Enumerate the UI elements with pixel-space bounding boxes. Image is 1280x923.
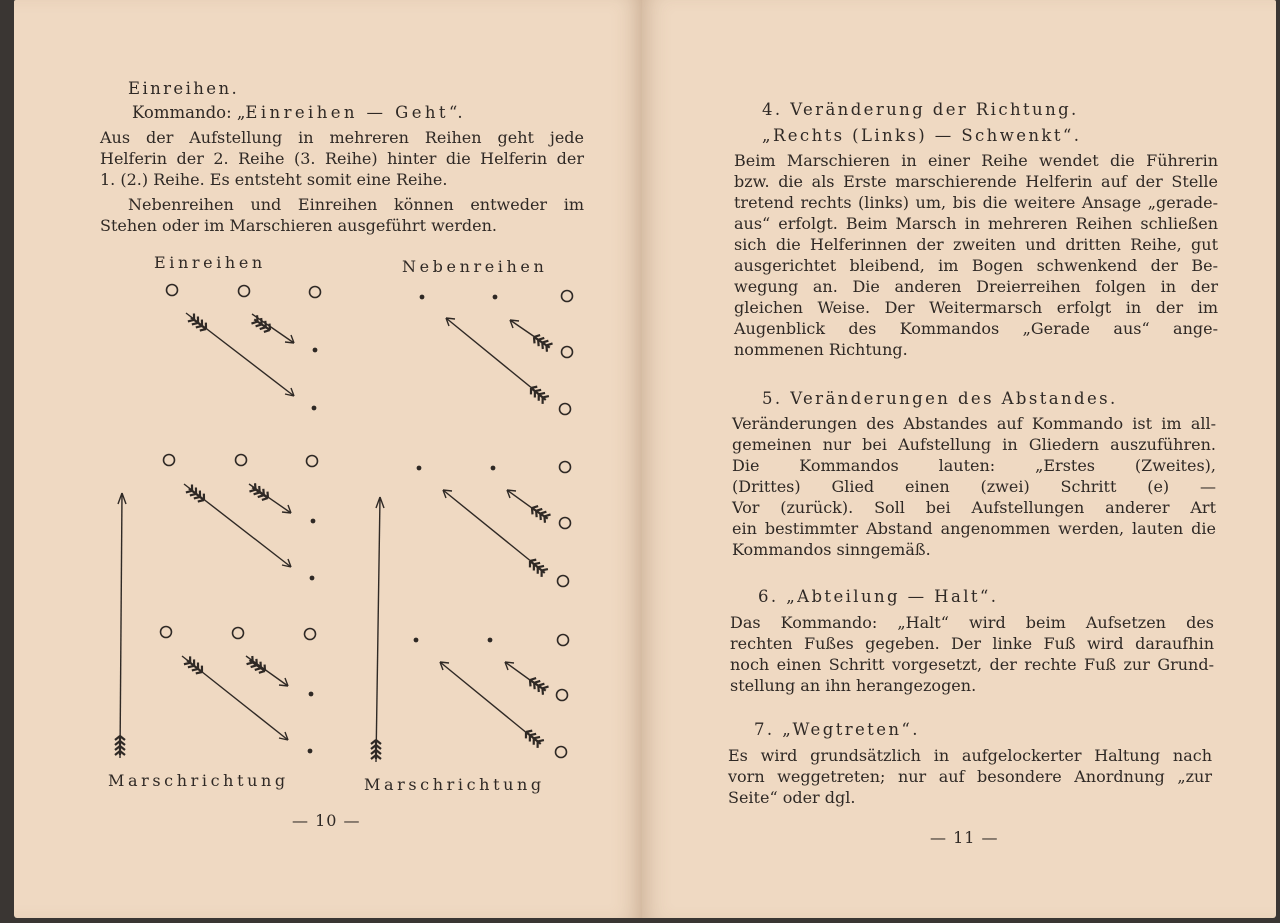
section6-heading: 6. „Abteilung — Halt“.: [758, 587, 999, 606]
caption-marschrichtung-left: Marschrichtung: [108, 771, 289, 790]
paragraph-line: vorn weggetreten; nur auf besondere Anordnung „zur: [728, 767, 1212, 786]
left-page: [14, 0, 642, 918]
caption-marschrichtung-right: Marschrichtung: [364, 775, 545, 794]
section4-command: „Rechts (Links) — Schwenkt“.: [762, 126, 1082, 145]
section4-paragraph: [734, 150, 1218, 360]
section6-paragraph: [730, 612, 1214, 696]
paragraph-line: gleichen Weise. Der Weitermarsch erfolgt in der im: [734, 298, 1218, 317]
paragraph-line: Das Kommando: „Halt“ wird beim Aufsetzen des: [730, 613, 1214, 632]
paragraph-line: Vor (zurück). Soll bei Aufstellungen anderer Art: [732, 498, 1216, 517]
helper-circle: [305, 629, 316, 640]
paragraph-line: gemeinen nur bei Aufstellung in Gliedern auszuführen.: [732, 435, 1216, 454]
helper-circle: [233, 628, 244, 639]
paragraph-line: Aus der Aufstellung in mehreren Reihen geht jede: [100, 128, 584, 147]
command-spaced: Einreihen — Geht: [245, 103, 449, 122]
paragraph-line: sich die Helferinnen der zweiten und dritten Reihe, gut: [734, 235, 1218, 254]
section7-heading: 7. „Wegtreten“.: [754, 720, 920, 739]
helper-circle: [164, 455, 175, 466]
helper-circle: [557, 690, 568, 701]
paragraph-line: Augenblick des Kommandos „Gerade aus“ ange-: [734, 319, 1218, 338]
helper-circle: [560, 404, 571, 415]
helper-circle: [167, 285, 178, 296]
section5-paragraph: [732, 413, 1216, 560]
paragraph-line: ein bestimmter Abstand angenommen werden, lauten die: [732, 519, 1216, 538]
paragraph-line: rechten Fußes gegeben. Der linke Fuß wird daraufhin: [730, 634, 1214, 653]
diagram-label-einreihen: Einreihen: [154, 253, 266, 272]
paragraph-line: Es wird grundsätzlich in aufgelockerter Haltung nach: [728, 746, 1212, 765]
helper-circle: [558, 635, 569, 646]
section-heading-einreihen: Einreihen.: [128, 79, 240, 98]
paragraph-line: Beim Marschieren in einer Reihe wendet die Führerin: [734, 151, 1218, 170]
paragraph-line: (Drittes) Glied einen (zwei) Schritt (e) —: [732, 477, 1216, 496]
page-number-right: — 11 —: [930, 828, 999, 847]
paragraph-line: Seite“ oder dgl.: [728, 788, 856, 807]
page-number-left: — 10 —: [292, 811, 361, 830]
paragraph-line: wegung an. Die anderen Dreierreihen folgen in der: [734, 277, 1218, 296]
helper-circle: [310, 287, 321, 298]
helper-circle: [560, 462, 571, 473]
diagram-label-nebenreihen: Nebenreihen: [402, 257, 548, 276]
paragraph-line: Kommandos sinngemäß.: [732, 540, 931, 559]
helper-circle: [562, 347, 573, 358]
paragraph-line: nommenen Richtung.: [734, 340, 908, 359]
paragraph-line: 1. (2.) Reihe. Es entsteht somit eine Reihe.: [100, 170, 448, 189]
command-label: Kommando: „: [132, 103, 246, 122]
paragraph-line: noch einen Schritt vorgesetzt, der rechte Fuß zur Grund-: [730, 655, 1214, 674]
helper-circle: [558, 576, 569, 587]
paragraph-line: Helferin der 2. Reihe (3. Reihe) hinter die Helferin der: [100, 149, 584, 168]
paragraph-line: Nebenreihen und Einreihen können entweder im: [128, 195, 584, 214]
helper-circle: [562, 291, 573, 302]
helper-circle: [307, 456, 318, 467]
helper-circle: [239, 286, 250, 297]
paragraph-line: Die Kommandos lauten: „Erstes (Zweites),: [732, 456, 1216, 475]
paragraph-line: tretend rechts (links) um, bis die weitere Ansage „gerade-: [734, 193, 1218, 212]
section4-heading: 4. Veränderung der Richtung.: [762, 100, 1079, 119]
helper-circle: [161, 627, 172, 638]
paragraph-line: Veränderungen des Abstandes auf Kommando ist im all-: [732, 414, 1216, 433]
command-end: “.: [448, 103, 463, 122]
right-page: [642, 0, 1276, 918]
paragraph-line: bzw. die als Erste marschierende Helferin auf der Stelle: [734, 172, 1218, 191]
helper-circle: [556, 747, 567, 758]
section5-heading: 5. Veränderungen des Abstandes.: [762, 389, 1118, 408]
helper-circle: [560, 518, 571, 529]
paragraph-line: aus“ erfolgt. Beim Marsch in mehreren Reihen schließen: [734, 214, 1218, 233]
paragraph-line: stellung an ihn herangezogen.: [730, 676, 977, 695]
section7-paragraph: [728, 745, 1212, 808]
paragraph-line: Stehen oder im Marschieren ausgeführt werden.: [100, 216, 497, 235]
paragraph-line: ausgerichtet bleibend, im Bogen schwenkend der Be-: [734, 256, 1218, 275]
helper-circle: [236, 455, 247, 466]
